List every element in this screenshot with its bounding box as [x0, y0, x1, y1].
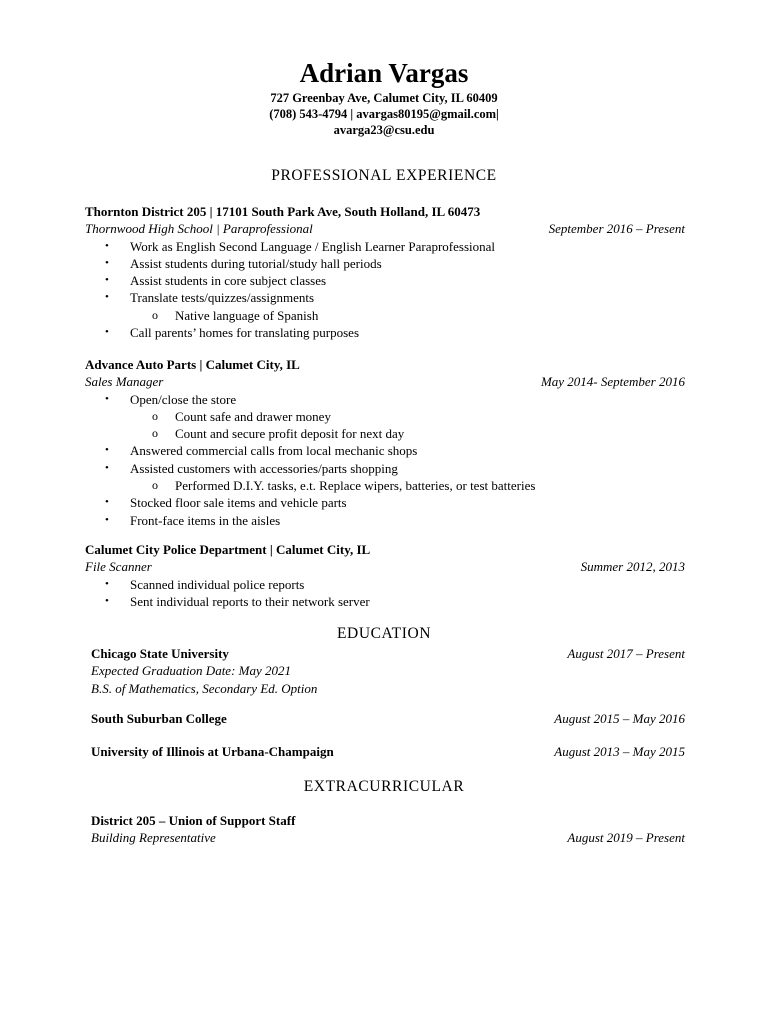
job-role: Thornwood High School | Paraprofessional: [85, 221, 313, 237]
section-title-experience: PROFESSIONAL EXPERIENCE: [271, 167, 497, 184]
bullet-icon: •: [105, 274, 109, 287]
duty-text: Front-face items in the aisles: [130, 512, 281, 528]
extracurricular-row: [91, 829, 685, 846]
education-row: [91, 645, 685, 662]
education-row: [91, 743, 685, 760]
job-entry: [85, 541, 685, 610]
sub-duties: [85, 307, 685, 324]
sub-duty-text: Performed D.I.Y. tasks, e.t. Replace wipers, batteries, or test batteries: [175, 478, 536, 494]
list-item: [85, 289, 685, 324]
job-duties: [85, 238, 685, 342]
education-entry: [91, 645, 685, 697]
job-dates: Summer 2012, 2013: [580, 559, 685, 575]
job-role: Sales Manager: [85, 374, 164, 390]
bullet-icon: •: [105, 392, 109, 405]
job-role-row: [85, 373, 685, 390]
school-name: Chicago State University: [91, 646, 229, 661]
sub-bullet-icon: o: [152, 307, 158, 322]
job-dates: May 2014- September 2016: [540, 374, 685, 390]
list-item: [85, 324, 685, 341]
extracurricular-entry: [91, 812, 685, 847]
list-item: [85, 255, 685, 272]
section-title-extracurricular: EXTRACURRICULAR: [303, 778, 465, 795]
list-item: [85, 238, 685, 255]
duty-text: Call parents’ homes for translating purposes: [130, 325, 360, 341]
duty-text: Sent individual reports to their network server: [130, 593, 370, 609]
bullet-icon: •: [105, 461, 109, 474]
sub-list-item: [85, 307, 685, 324]
section-title-education: EDUCATION: [336, 625, 432, 642]
list-item: [85, 512, 685, 529]
sub-bullet-icon: o: [152, 426, 158, 441]
job-role-row: [85, 558, 685, 575]
job-role: File Scanner: [85, 559, 152, 575]
sub-duty-text: Native language of Spanish: [175, 307, 319, 323]
school-name: University of Illinois at Urbana-Champaign: [91, 744, 334, 759]
sub-duties: [85, 408, 685, 443]
duty-text: Open/close the store: [130, 391, 237, 407]
school-email-line: avarga23@csu.edu: [333, 123, 435, 137]
bullet-icon: •: [105, 326, 109, 339]
duty-text: Answered commercial calls from local mechanic shops: [130, 443, 418, 459]
candidate-name: Adrian Vargas: [299, 58, 469, 88]
bullet-icon: •: [105, 496, 109, 509]
sub-bullet-icon: o: [152, 408, 158, 423]
sub-bullet-icon: o: [152, 478, 158, 493]
bullet-icon: •: [105, 239, 109, 252]
address-line: 727 Greenbay Ave, Calumet City, IL 60409: [270, 91, 498, 105]
duty-text: Work as English Second Language / English Learner Paraprofessional: [130, 238, 496, 254]
job-role-row: [85, 220, 685, 237]
education-dates: August 2013 – May 2015: [554, 744, 685, 759]
job-org: Thornton District 205 | 17101 South Park Ave, South Holland, IL 60473: [85, 204, 481, 219]
sub-duty-text: Count safe and drawer money: [175, 408, 331, 424]
sub-duty-text: Count and secure profit deposit for next day: [175, 426, 405, 442]
sub-list-item: [85, 477, 685, 494]
school-name: South Suburban College: [91, 711, 227, 726]
bullet-icon: •: [105, 513, 109, 526]
sub-list-item: [85, 425, 685, 442]
job-dates: September 2016 – Present: [548, 221, 685, 237]
education-dates: August 2017 – Present: [567, 646, 685, 661]
duty-text: Stocked floor sale items and vehicle parts: [130, 495, 347, 511]
job-entry: [85, 203, 685, 341]
duty-text: Assisted customers with accessories/parts shopping: [130, 460, 398, 476]
extracurricular-dates: August 2019 – Present: [567, 830, 685, 846]
duty-text: Scanned individual police reports: [130, 576, 305, 592]
duty-text: Assist students in core subject classes: [130, 273, 327, 289]
list-item: [85, 272, 685, 289]
list-item: [85, 494, 685, 511]
extracurricular-org: District 205 – Union of Support Staff: [91, 813, 296, 828]
job-entry: [85, 356, 685, 529]
job-duties: [85, 576, 685, 611]
list-item: [85, 593, 685, 610]
resume-header: [0, 56, 768, 138]
job-org: Advance Auto Parts | Calumet City, IL: [85, 357, 300, 372]
sub-duties: [85, 477, 685, 494]
bullet-icon: •: [105, 577, 109, 590]
education-row: [91, 710, 685, 727]
job-duties: [85, 391, 685, 529]
bullet-icon: •: [105, 594, 109, 607]
extracurricular-role: Building Representative: [91, 830, 216, 846]
list-item: [85, 460, 685, 495]
duty-text: Translate tests/quizzes/assignments: [130, 290, 315, 306]
phone-email-line: (708) 543-4794 | avargas80195@gmail.com|: [269, 107, 499, 121]
bullet-icon: •: [105, 256, 109, 269]
job-org: Calumet City Police Department | Calumet City, IL: [85, 542, 371, 557]
education-dates: August 2015 – May 2016: [554, 711, 685, 726]
bullet-icon: •: [105, 291, 109, 304]
list-item: [85, 442, 685, 459]
graduation-date: Expected Graduation Date: May 2021: [91, 663, 292, 679]
duty-text: Assist students during tutorial/study hall periods: [130, 255, 382, 271]
education-entry: [91, 743, 685, 760]
sub-list-item: [85, 408, 685, 425]
degree: B.S. of Mathematics, Secondary Ed. Option: [91, 680, 318, 696]
list-item: [85, 391, 685, 443]
bullet-icon: •: [105, 444, 109, 457]
list-item: [85, 576, 685, 593]
education-entry: [91, 710, 685, 727]
